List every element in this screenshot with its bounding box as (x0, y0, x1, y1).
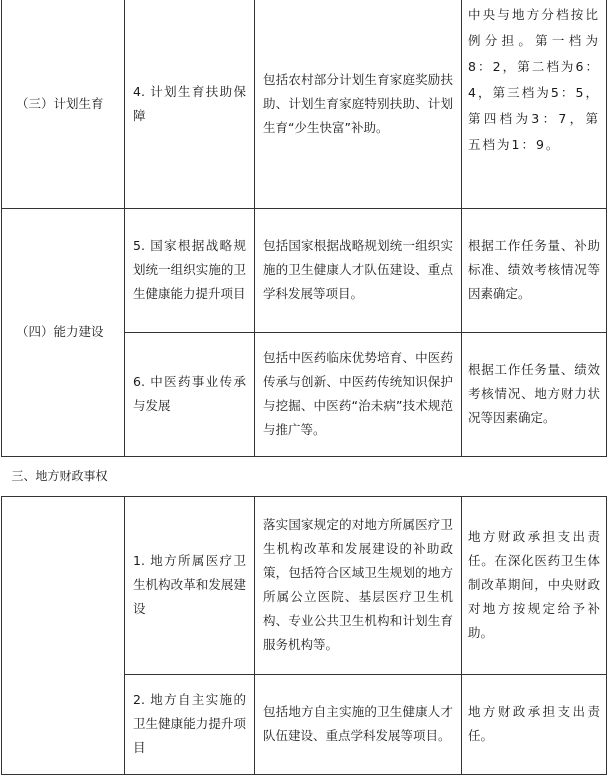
content-cell: 落实国家规定的对地方所属医疗卫生机构改革和发展建设的补助政策，包括符合区域卫生规划的地方所属公立医院、基层医疗卫生机构、专业公共卫生机构和计划生育服务机构等。 (255, 496, 462, 674)
item-cell: 5. 国家根据战略规划统一组织实施的卫生健康能力提升项目 (125, 208, 255, 332)
method-cell: 地方财政承担支出责任。在深化医药卫生体制改革期间，中央财政对地方按规定给予补助。 (462, 496, 607, 674)
section-title: 三、地方财政事权 (2, 456, 607, 496)
method-cell: 中央与地方分档按比例分担。第一档为8：2，第二档为6：4，第三档为5：5，第四档为3：7，第五档为1：9。 (462, 0, 607, 208)
item-cell: 2. 地方自主实施的卫生健康能力提升项目 (125, 674, 255, 774)
section-row (2, 456, 607, 496)
item-cell: 1. 地方所属医疗卫生机构改革和发展建设 (125, 496, 255, 674)
table-row (2, 0, 607, 208)
fiscal-responsibility-table (1, 0, 607, 775)
category-cell-empty (2, 496, 125, 774)
method-cell: 根据工作任务量、绩效考核情况、地方财力状况等因素确定。 (462, 332, 607, 456)
item-cell: 4. 计划生育扶助保障 (125, 0, 255, 208)
content-cell: 包括中医药临床优势培育、中医药传承与创新、中医药传统知识保护与挖掘、中医药“治未病”技术规范与推广等。 (255, 332, 462, 456)
method-cell: 根据工作任务量、补助标准、绩效考核情况等因素确定。 (462, 208, 607, 332)
content-cell: 包括国家根据战略规划统一组织实施的卫生健康人才队伍建设、重点学科发展等项目。 (255, 208, 462, 332)
category-cell: （三）计划生育 (2, 0, 125, 208)
table-row (2, 496, 607, 674)
content-cell: 包括地方自主实施的卫生健康人才队伍建设、重点学科发展等项目。 (255, 674, 462, 774)
item-cell: 6. 中医药事业传承与发展 (125, 332, 255, 456)
table-row (2, 208, 607, 332)
method-cell: 地方财政承担支出责任。 (462, 674, 607, 774)
category-cell: （四）能力建设 (2, 208, 125, 456)
content-cell: 包括农村部分计划生育家庭奖励扶助、计划生育家庭特别扶助、计划生育“少生快富”补助。 (255, 0, 462, 208)
